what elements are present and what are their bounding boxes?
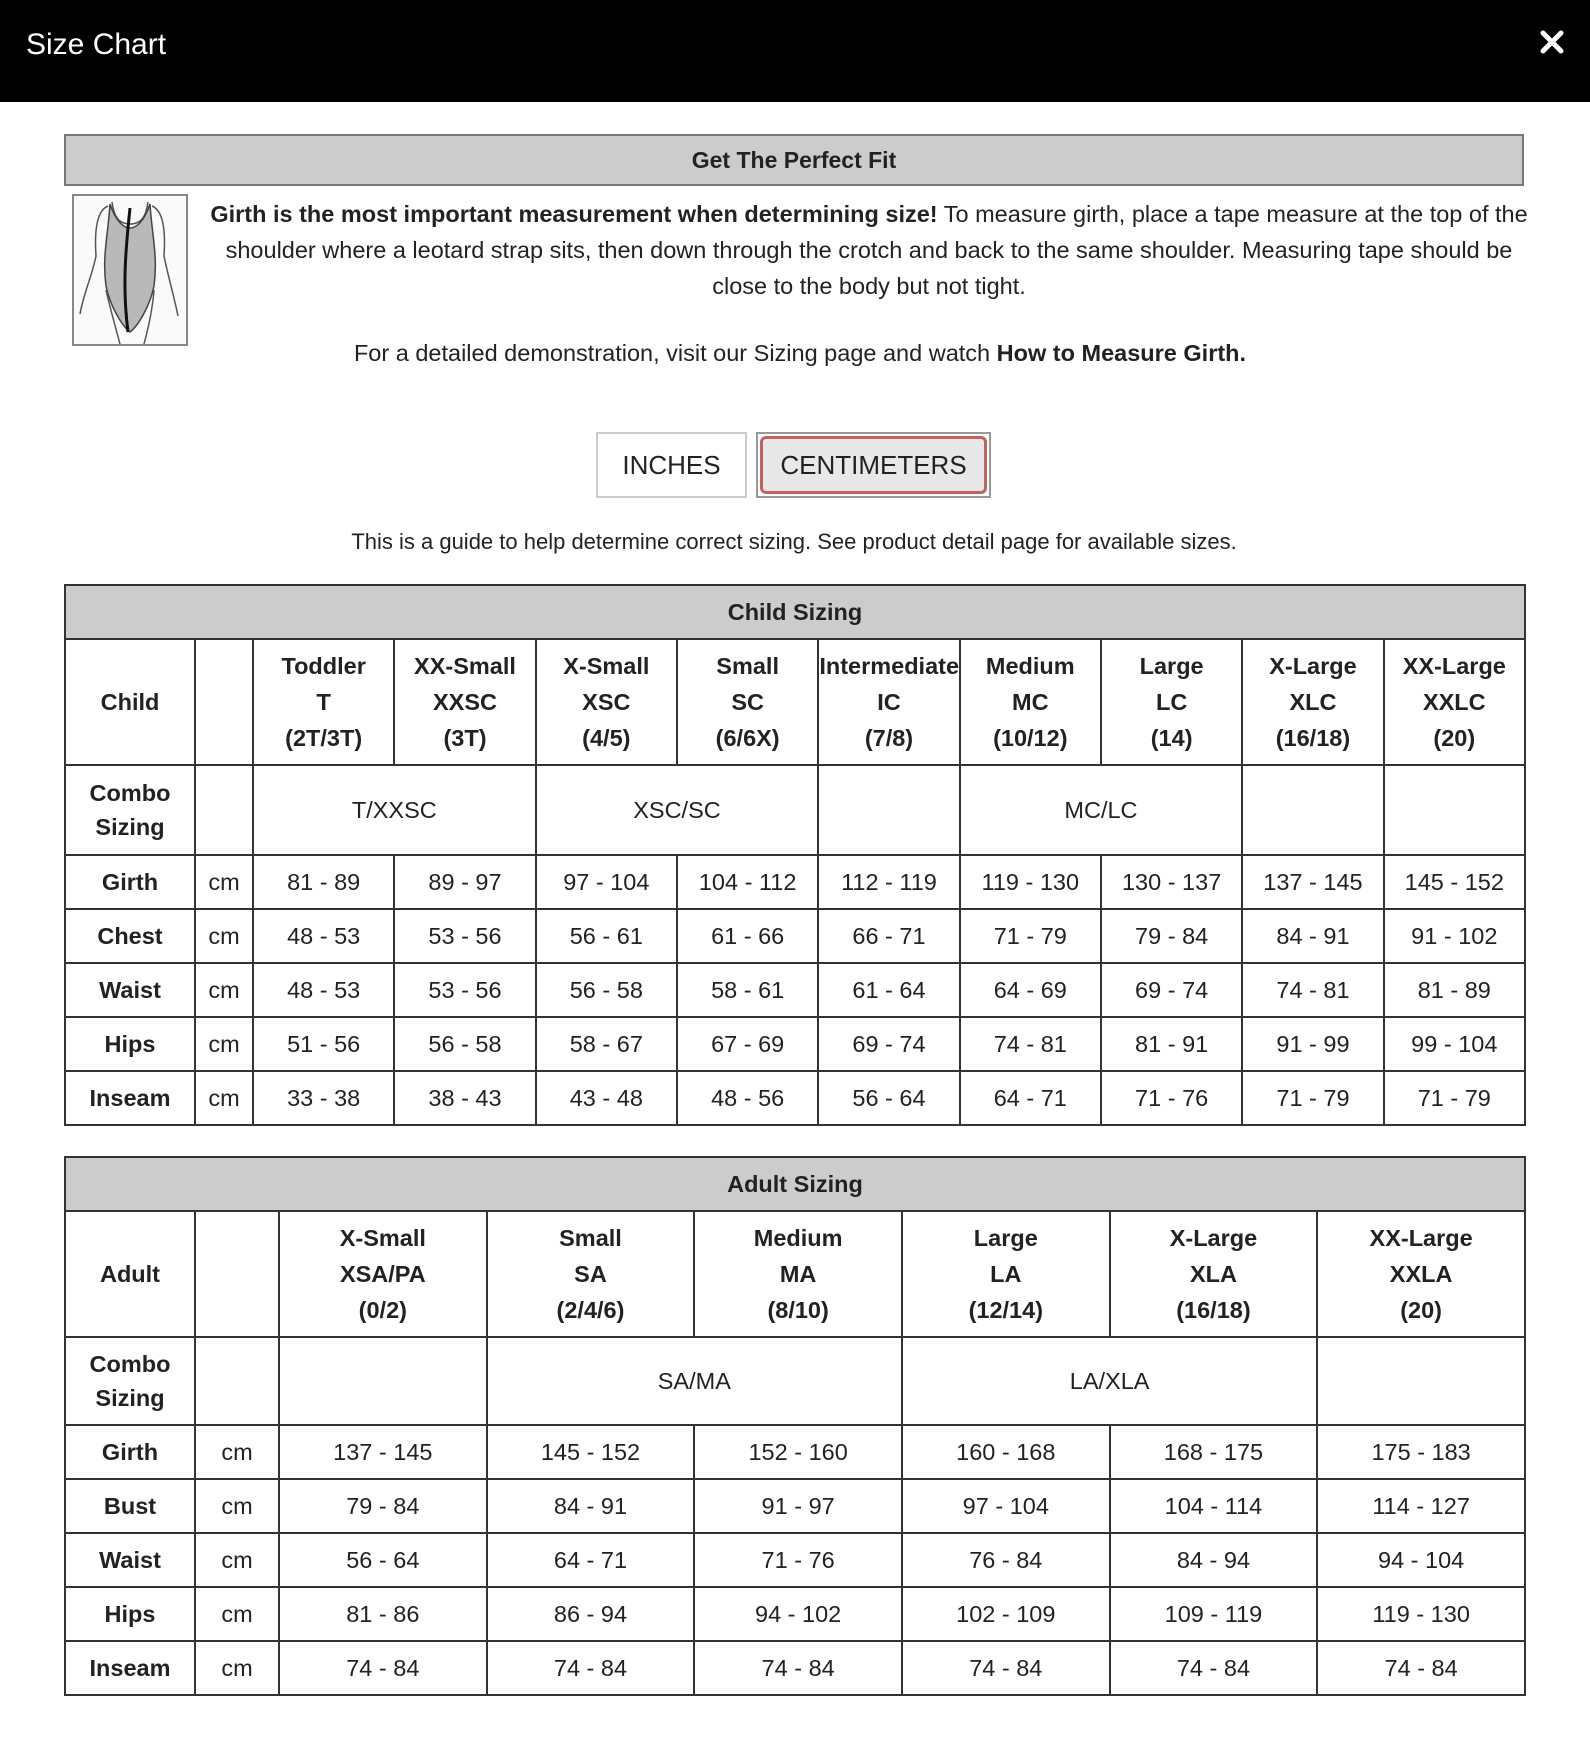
measurement-unit: cm [195,1479,279,1533]
measurement-row [65,1479,1525,1533]
measurement-value: 97 - 104 [536,855,677,909]
size-chart-content [64,134,1528,1681]
size-header-line: (14) [1150,725,1193,751]
measurement-row [65,1071,1525,1125]
measurement-value: 53 - 56 [394,909,535,963]
adult-sizing-caption: Adult Sizing [65,1157,1525,1211]
combo-cell: SA/MA [487,1337,902,1425]
measurement-value: 102 - 109 [902,1587,1110,1641]
measurement-unit: cm [195,855,253,909]
size-header-line: XSA/PA [339,1261,426,1287]
measurement-value: 91 - 102 [1384,909,1525,963]
measurement-label: Hips [65,1017,195,1071]
size-header-line: X-Small [339,1225,426,1251]
measurement-value: 69 - 74 [1101,963,1242,1017]
size-header-cell [1317,1211,1525,1337]
measurement-value: 168 - 175 [1110,1425,1318,1479]
size-header-line: XSC [582,689,631,715]
measurement-value: 86 - 94 [487,1587,695,1641]
combo-cell: LA/XLA [902,1337,1317,1425]
unit-header-cell [195,1211,279,1337]
size-header-line: XXLA [1389,1261,1453,1287]
measurement-value: 74 - 84 [1110,1641,1318,1695]
combo-label-line: Combo [89,1351,171,1377]
combo-label-line: Sizing [95,1385,165,1411]
size-header-line: Large [1139,653,1204,679]
size-header-line: XLA [1189,1261,1237,1287]
measurement-value: 74 - 84 [902,1641,1110,1695]
measurement-label: Inseam [65,1641,195,1695]
measurement-value: 119 - 130 [1317,1587,1525,1641]
measurement-value: 81 - 89 [1384,963,1525,1017]
measurement-value: 74 - 81 [1242,963,1383,1017]
measurement-value: 48 - 53 [253,909,394,963]
combo-cell: T/XXSC [253,765,536,855]
measurement-value: 56 - 64 [279,1533,487,1587]
size-header-cell [818,639,959,765]
measurement-value: 97 - 104 [902,1479,1110,1533]
fit-section [64,186,1528,416]
measurement-value: 137 - 145 [1242,855,1383,909]
size-header-line: XX-Small [414,653,516,679]
size-header-line: (4/5) [582,725,631,751]
measurement-value: 130 - 137 [1101,855,1242,909]
child-combo-row [65,765,1525,855]
size-header-line: (6/6X) [715,725,780,751]
size-header-line: MA [779,1261,817,1287]
size-header-line: XXSC [432,689,497,715]
child-sizing-caption: Child Sizing [65,585,1525,639]
measurement-label: Waist [65,963,195,1017]
measurement-label: Inseam [65,1071,195,1125]
measurement-value: 56 - 64 [818,1071,959,1125]
size-header-line: XXLC [1422,689,1486,715]
modal-header [0,0,1590,102]
measurement-value: 71 - 79 [1384,1071,1525,1125]
size-header-line: IC [877,689,901,715]
measurement-value: 145 - 152 [1384,855,1525,909]
measurement-value: 109 - 119 [1110,1587,1318,1641]
measurement-value: 91 - 99 [1242,1017,1383,1071]
measurement-value: 99 - 104 [1384,1017,1525,1071]
centimeters-button-label: CENTIMETERS [760,436,987,494]
size-header-line: (20) [1400,1297,1443,1323]
measurement-value: 61 - 64 [818,963,959,1017]
size-header-line: Small [716,653,779,679]
measurement-row [65,855,1525,909]
size-header-line: (2T/3T) [285,725,363,751]
measurement-unit: cm [195,1587,279,1641]
measurement-value: 43 - 48 [536,1071,677,1125]
measurement-value: 89 - 97 [394,855,535,909]
measurement-value: 81 - 89 [253,855,394,909]
measurement-unit: cm [195,1017,253,1071]
leotard-girth-diagram-icon [72,194,188,346]
girth-instructions [204,196,1534,304]
size-header-cell [279,1211,487,1337]
measurement-value: 66 - 71 [818,909,959,963]
measurement-unit: cm [195,1425,279,1479]
size-header-line: Intermediate [819,653,960,679]
measurement-row [65,909,1525,963]
size-header-line: T [316,689,331,715]
measurement-value: 137 - 145 [279,1425,487,1479]
measurement-value: 71 - 76 [694,1533,902,1587]
measurement-value: 64 - 71 [960,1071,1101,1125]
measurement-value: 94 - 104 [1317,1533,1525,1587]
measurement-value: 84 - 94 [1110,1533,1318,1587]
size-header-line: XX-Large [1402,653,1506,679]
size-header-line: (16/18) [1275,725,1351,751]
size-header-line: MC [1012,689,1049,715]
measurement-unit: cm [195,1071,253,1125]
inches-button[interactable]: INCHES [596,432,747,498]
combo-sizing-label [65,765,195,855]
size-header-cell [536,639,677,765]
measurement-value: 38 - 43 [394,1071,535,1125]
size-header-line: SC [731,689,764,715]
measurement-row [65,1017,1525,1071]
size-header-line: (16/18) [1176,1297,1251,1323]
size-header-cell [1384,639,1525,765]
size-header-line: (8/10) [767,1297,829,1323]
measurement-label: Bust [65,1479,195,1533]
measurement-unit: cm [195,1641,279,1695]
how-to-measure-link[interactable]: How to Measure Girth. [996,340,1247,366]
measurement-label: Waist [65,1533,195,1587]
measurement-unit: cm [195,963,253,1017]
size-header-cell [694,1211,902,1337]
measurement-value: 64 - 69 [960,963,1101,1017]
modal-title: Size Chart [26,28,167,61]
measurement-value: 74 - 84 [279,1641,487,1695]
size-header-cell [1101,639,1242,765]
measurement-value: 74 - 84 [1317,1641,1525,1695]
measurement-value: 69 - 74 [818,1017,959,1071]
child-sizing-table [64,584,1526,1126]
size-header-line: (7/8) [864,725,914,751]
measurement-value: 48 - 53 [253,963,394,1017]
child-corner-label: Child [65,639,195,765]
measurement-value: 84 - 91 [487,1479,695,1533]
size-header-line: (20) [1433,725,1476,751]
size-header-line: Toddler [281,653,366,679]
size-header-cell [1110,1211,1318,1337]
size-header-line: (12/14) [968,1297,1044,1323]
measurement-value: 67 - 69 [677,1017,818,1071]
sizing-guide-note: This is a guide to help determine correct sizing. See product detail page for available sizes. [351,529,1237,554]
size-header-line: XLC [1289,689,1337,715]
child-caption-row [65,585,1525,639]
measurement-value: 58 - 61 [677,963,818,1017]
measurement-value: 91 - 97 [694,1479,902,1533]
combo-cell [1242,765,1383,855]
measurement-value: 160 - 168 [902,1425,1110,1479]
measurement-value: 64 - 71 [487,1533,695,1587]
measurement-value: 119 - 130 [960,855,1101,909]
size-header-line: LA [990,1261,1022,1287]
combo-cell: MC/LC [960,765,1243,855]
size-header-line: X-Large [1269,653,1357,679]
size-header-cell [1242,639,1383,765]
measurement-label: Girth [65,855,195,909]
size-header-line: (3T) [443,725,487,751]
adult-caption-row [65,1157,1525,1211]
measurement-value: 175 - 183 [1317,1425,1525,1479]
size-header-line: Small [559,1225,622,1251]
child-size-header-row [65,639,1525,765]
measurement-value: 81 - 91 [1101,1017,1242,1071]
measurement-row [65,963,1525,1017]
measurement-row [65,1425,1525,1479]
measurement-value: 112 - 119 [818,855,959,909]
measurement-value: 74 - 81 [960,1017,1101,1071]
size-header-line: Medium [985,653,1075,679]
measurement-value: 58 - 67 [536,1017,677,1071]
adult-sizing-table [64,1156,1526,1696]
measurement-value: 152 - 160 [694,1425,902,1479]
measurement-value: 48 - 56 [677,1071,818,1125]
measurement-value: 33 - 38 [253,1071,394,1125]
measurement-row [65,1641,1525,1695]
size-header-line: (2/4/6) [556,1297,625,1323]
size-header-cell [487,1211,695,1337]
measurement-value: 71 - 79 [960,909,1101,963]
measurement-value: 56 - 58 [394,1017,535,1071]
measurement-unit: cm [195,1533,279,1587]
measurement-value: 81 - 86 [279,1587,487,1641]
girth-lead: Girth is the most important measurement when determining size! [210,201,938,227]
combo-label-line: Sizing [95,814,165,840]
adult-combo-row [65,1337,1525,1425]
measurement-value: 53 - 56 [394,963,535,1017]
measurement-value: 74 - 84 [487,1641,695,1695]
size-header-cell [677,639,818,765]
measurement-unit: cm [195,909,253,963]
size-header-line: Large [973,1225,1038,1251]
combo-cell: XSC/SC [536,765,819,855]
adult-size-header-row [65,1211,1525,1337]
demo-prefix: For a detailed demonstration, visit our Sizing page and watch [353,340,991,366]
measurement-value: 74 - 84 [694,1641,902,1695]
measurement-value: 79 - 84 [279,1479,487,1533]
size-header-cell [394,639,535,765]
combo-cell [818,765,959,855]
demo-line [0,340,1590,367]
measurement-value: 79 - 84 [1101,909,1242,963]
measurement-value: 51 - 56 [253,1017,394,1071]
measurement-value: 84 - 91 [1242,909,1383,963]
close-icon[interactable] [1534,24,1570,60]
measurement-value: 114 - 127 [1317,1479,1525,1533]
measurement-value: 76 - 84 [902,1533,1110,1587]
measurement-value: 71 - 76 [1101,1071,1242,1125]
size-header-line: (0/2) [358,1297,407,1323]
size-header-line: X-Large [1169,1225,1258,1251]
size-header-cell [253,639,394,765]
combo-cell [1317,1337,1525,1425]
measurement-row [65,1533,1525,1587]
unit-cell [195,765,253,855]
unit-cell [195,1337,279,1425]
measurement-value: 145 - 152 [487,1425,695,1479]
measurement-value: 56 - 58 [536,963,677,1017]
size-header-cell [960,639,1101,765]
unit-header-cell [195,639,253,765]
measurement-value: 71 - 79 [1242,1071,1383,1125]
size-header-line: XX-Large [1369,1225,1473,1251]
measurement-value: 104 - 114 [1110,1479,1318,1533]
fit-heading: Get The Perfect Fit [64,134,1524,186]
centimeters-button[interactable] [756,432,991,498]
adult-corner-label: Adult [65,1211,195,1337]
combo-sizing-label [65,1337,195,1425]
measurement-value: 56 - 61 [536,909,677,963]
size-header-line: Medium [753,1225,843,1251]
size-header-line: LC [1155,689,1188,715]
combo-cell [279,1337,487,1425]
size-header-line: X-Small [563,653,650,679]
size-header-cell [902,1211,1110,1337]
size-header-line: SA [574,1261,607,1287]
measurement-label: Hips [65,1587,195,1641]
combo-label-line: Combo [89,780,171,806]
measurement-value: 104 - 112 [677,855,818,909]
girth-body: To measure girth, place a tape measure at the top of the shoulder where a leotard strap sits, then down through the crotch and back to the same shoulder. Measuring tape should be close to the body but not tight. [225,201,1528,299]
measurement-row [65,1587,1525,1641]
combo-cell [1384,765,1525,855]
measurement-label: Chest [65,909,195,963]
measurement-label: Girth [65,1425,195,1479]
size-header-line: (10/12) [993,725,1068,751]
measurement-value: 94 - 102 [694,1587,902,1641]
measurement-value: 61 - 66 [677,909,818,963]
